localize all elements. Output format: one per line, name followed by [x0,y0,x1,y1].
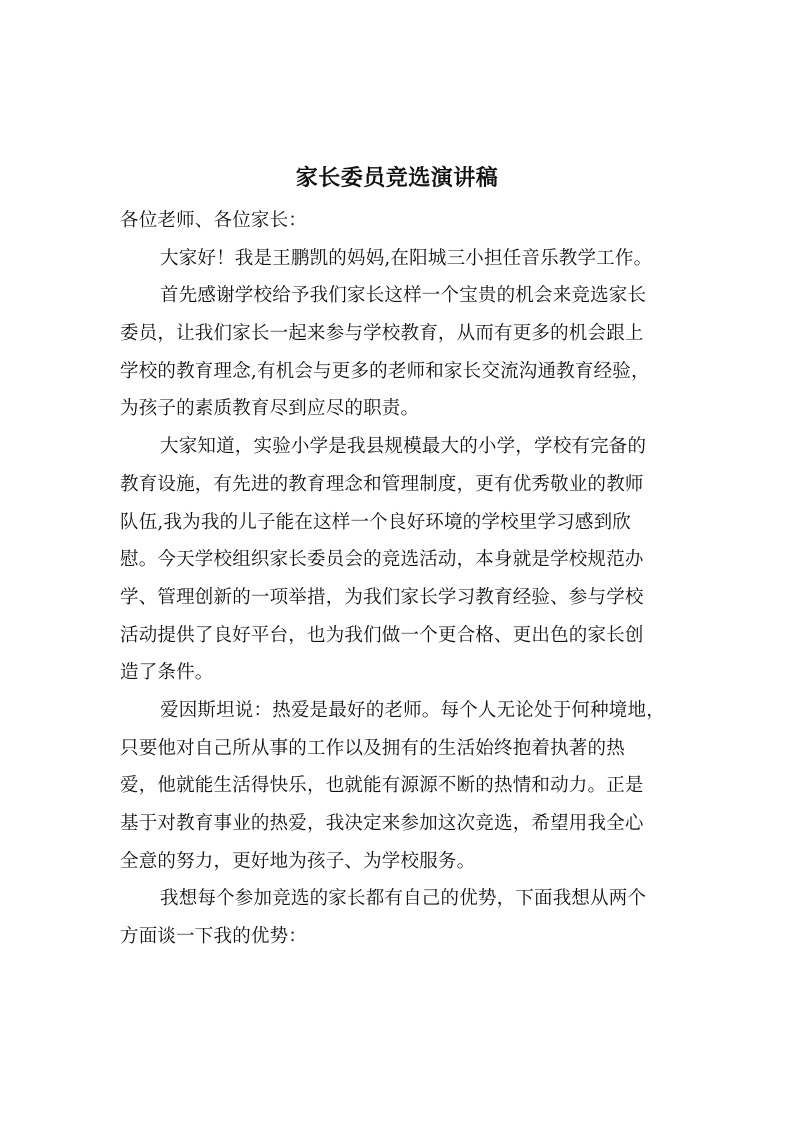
document-body [120,202,686,956]
text-line: 活动提供了良好平台，也为我们做一个更合格、更出色的家长创 [120,624,644,646]
text-line: 委员，让我们家长一起来参与学校教育，从而有更多的机会跟上 [120,323,644,345]
text-line: 爱因斯坦说：热爱是最好的老师。每个人无论处于何种境地， [160,699,665,721]
text-line: 大家好！我是王鹏凯的妈妈,在阳城三小担任音乐教学工作。 [160,247,653,269]
text-line: 为孩子的素质教育尽到应尽的职责。 [120,398,420,420]
text-line: 学校的教育理念,有机会与更多的老师和家长交流沟通教育经验， [120,360,650,382]
text-line: 只要他对自己所从事的工作以及拥有的生活始终抱着执著的热 [120,737,625,759]
text-line: 大家知道，实验小学是我县规模最大的小学，学校有完备的 [160,436,647,458]
text-line: 教育设施，有先进的教育理念和管理制度，更有优秀敬业的教师 [120,473,644,495]
text-line: 各位老师、各位家长： [120,210,308,231]
text-line: 首先感谢学校给予我们家长这样一个宝贵的机会来竞选家长 [160,285,647,307]
text-line: 全意的努力，更好地为孩子、为学校服务。 [120,850,476,872]
text-line: 造了条件。 [120,662,214,684]
text-line: 慰。今天学校组织家长委员会的竞选活动，本身就是学校规范办 [120,549,644,571]
text-line: 我想每个参加竞选的家长都有自己的优势，下面我想从两个 [160,888,647,910]
text-line: 方面谈一下我的优势： [120,926,308,948]
text-line: 学、管理创新的一项举措，为我们家长学习教育经验、参与学校 [120,586,644,608]
text-line: 爱，他就能生活得快乐，也就能有源源不断的热情和动力。正是 [120,775,644,797]
document-title: 家长委员竞选演讲稿 [295,166,499,191]
text-line: 队伍,我为我的儿子能在这样一个良好环境的学校里学习感到欣 [120,511,631,533]
text-line: 基于对教育事业的热爱，我决定来参加这次竞选，希望用我全心 [120,813,644,834]
